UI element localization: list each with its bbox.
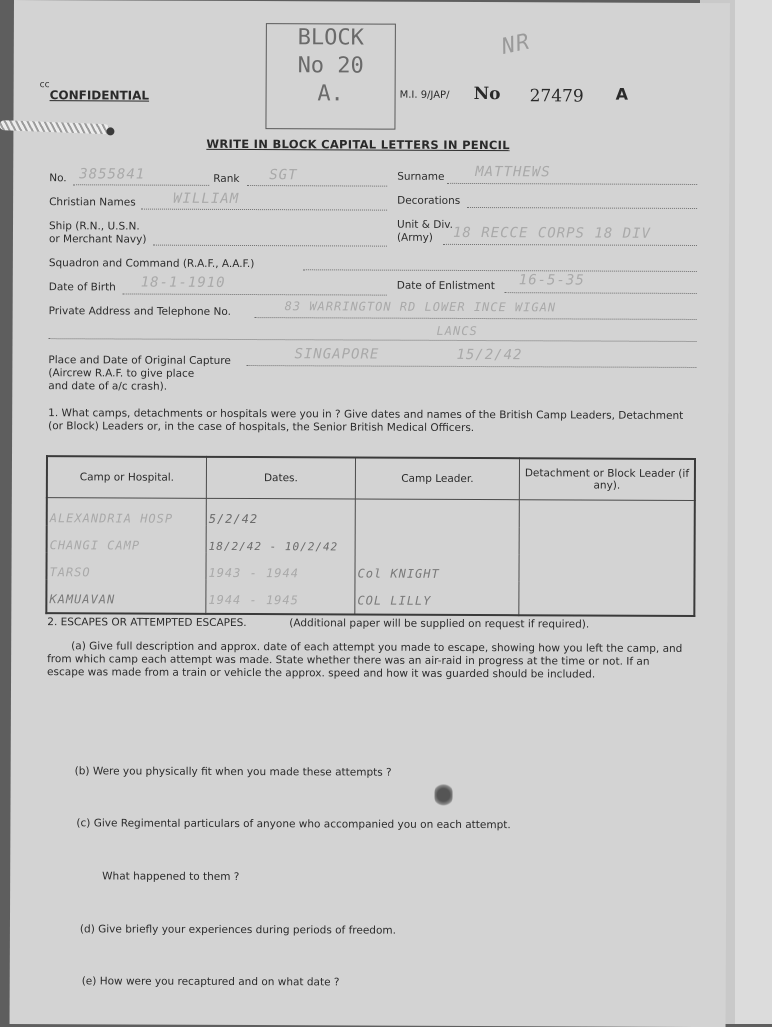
question-2a-line-1: (a) Give full description and approx. date of each attempt you made to escape, showing how you left the camp, and [71, 640, 683, 655]
address-value-2: LANCS [436, 323, 478, 339]
underlying-page-edge [735, 0, 772, 1024]
rank-label: Rank [213, 172, 240, 185]
unit-value: 18 RECCE CORPS 18 DIV [452, 224, 652, 242]
camp-table [45, 455, 696, 617]
table-row [47, 525, 695, 555]
surname-value: MATTHEWS [475, 164, 551, 181]
cell-leader: Col KNIGHT [357, 566, 440, 581]
enlistment-value: 16-5-35 [518, 272, 585, 289]
cell-dates: 18/2/42 - 10/2/42 [208, 539, 339, 554]
question-2b: (b) Were you physically fit when you made these attempts ? [74, 765, 392, 779]
capture-place: SINGAPORE [294, 346, 380, 363]
question-2a-line-2: from which camp each attempt was made. State whether there was an air-raid in progress at the time or not. If an [47, 653, 650, 668]
stamp-line-1: BLOCK [297, 25, 365, 51]
ship-label-2: or Merchant Navy) [48, 233, 147, 246]
table-row [47, 498, 695, 528]
cell-dates: 1943 - 1944 [208, 565, 300, 581]
header-detachment-leader: Detachment or Block Leader (if any). [519, 458, 695, 500]
serial-number: 27479 [529, 86, 584, 107]
question-2d: (d) Give briefly your experiences during periods of freedom. [79, 923, 397, 937]
ref-code: M.I. 9/JAP/ [399, 89, 450, 101]
ink-blot [434, 782, 452, 808]
christian-names-label: Christian Names [49, 196, 136, 209]
confidential-label: CONFIDENTIAL [49, 88, 150, 103]
capture-date: 15/2/42 [456, 346, 523, 364]
header-dates: Dates. [206, 457, 355, 499]
treasury-tag-string [0, 120, 110, 134]
surname-label: Surname [397, 170, 445, 183]
question-2e: (e) How were you recaptured and on what date ? [81, 975, 340, 989]
number-label: No [473, 84, 501, 105]
header-camp: Camp or Hospital. [47, 456, 207, 498]
question-2-heading: 2. ESCAPES OR ATTEMPTED ESCAPES. [47, 616, 247, 630]
capture-label-2: (Aircrew R.A.F. to give place [48, 367, 195, 380]
stamp-line-3: A. [317, 81, 344, 107]
table-row [46, 552, 694, 582]
cell-camp: ALEXANDRIA HOSP [49, 511, 174, 526]
cell-dates: 5/2/42 [208, 511, 259, 527]
question-1-line-2: (or Block) Leaders or, in the case of hospitals, the Senior British Medical Officers. [48, 420, 475, 435]
dob-value: 18-1-1910 [140, 274, 226, 291]
question-2a-line-3: escape was made from a train or vehicle the approx. speed and how it was guarded should be included. [47, 666, 596, 681]
form-sheet [10, 0, 730, 1027]
capture-label-3: and date of a/c crash). [48, 380, 168, 393]
rank-value: SGT [269, 167, 298, 184]
table-row [46, 579, 694, 616]
cell-camp: CHANGI CAMP [49, 538, 141, 553]
unit-label-1: Unit & Div. [396, 218, 454, 231]
cc-mark: cc [39, 80, 50, 91]
address-value-1: 83 WARRINGTON RD LOWER INCE WIGAN [284, 299, 557, 315]
instruction-heading: WRITE IN BLOCK CAPITAL LETTERS IN PENCIL [206, 136, 510, 153]
serial-suffix: A [615, 84, 629, 104]
punch-hole [106, 127, 114, 135]
cell-dates: 1944 - 1945 [208, 592, 299, 608]
capture-label-1: Place and Date of Original Capture [48, 354, 231, 367]
header-camp-leader: Camp Leader. [355, 457, 519, 499]
stamp-line-2: No 20 [297, 53, 364, 79]
dob-label: Date of Birth [48, 281, 116, 294]
question-2c: (c) Give Regimental particulars of anyone who accompanied you on each attempt. [76, 817, 511, 832]
unit-label-2: (Army) [396, 231, 433, 244]
enlistment-label: Date of Enlistment [396, 279, 495, 293]
squadron-label: Squadron and Command (R.A.F., A.A.F.) [48, 257, 255, 271]
cell-camp: TARSO [49, 565, 91, 580]
no-label: No. [49, 172, 67, 185]
cell-camp: KAMUAVAN [49, 592, 116, 607]
cell-detachment [521, 608, 691, 609]
decorations-label: Decorations [397, 194, 461, 207]
question-2-note: (Additional paper will be supplied on request if required). [289, 617, 590, 631]
christian-names-value: WILLIAM [173, 190, 240, 207]
handwritten-mark: NR [499, 29, 533, 60]
question-1-line-1: 1. What camps, detachments or hospitals were you in ? Give dates and names of the British Camp Leaders, Detachment [48, 407, 684, 422]
no-value: 3855841 [79, 166, 146, 183]
table-header-row [47, 456, 695, 500]
address-label: Private Address and Telephone No. [48, 305, 231, 318]
block-stamp [265, 23, 395, 130]
question-2c-followup: What happened to them ? [102, 870, 240, 883]
ship-label-1: Ship (R.N., U.S.N. [48, 220, 140, 233]
cell-leader: COL LILLY [357, 593, 432, 608]
